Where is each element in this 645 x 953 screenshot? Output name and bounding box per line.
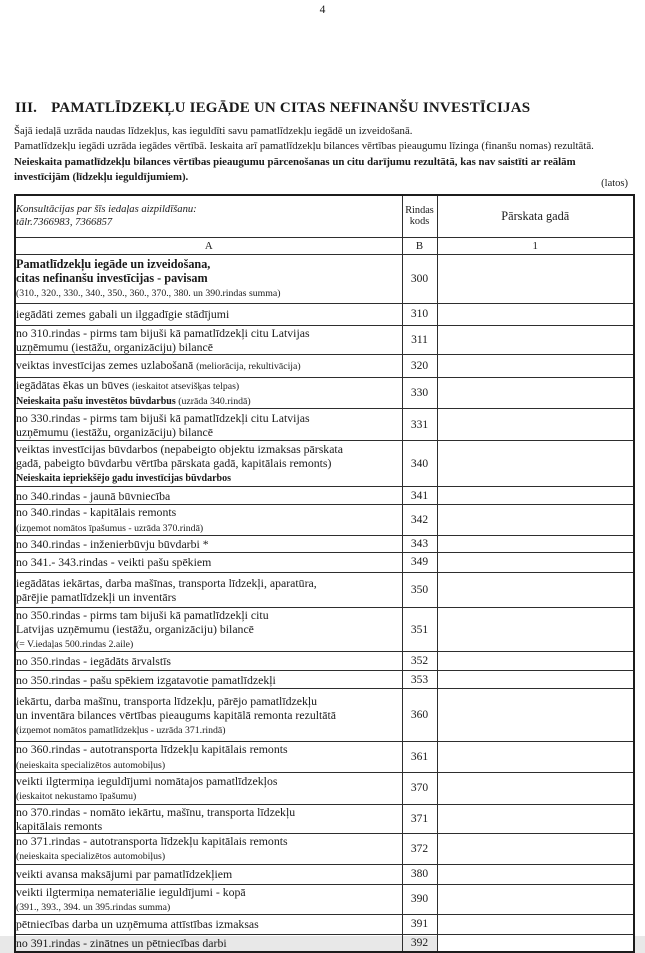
table-row — [15, 441, 634, 487]
column-letter-a: A — [15, 237, 402, 254]
row-code: 350 — [402, 572, 437, 607]
row-label-line: no 341.- 343.rindas - veikti pašu spēkiem — [16, 555, 212, 570]
row-label-line: uzņēmumu (iestāžu, organizāciju) bilancē — [16, 424, 213, 439]
row-code: 341 — [402, 487, 437, 505]
value-cell — [437, 804, 634, 833]
table-row — [15, 914, 634, 934]
row-label-line: no 330.rindas - pirms tam bijuši kā pamatlīdzekļi citu Latvijas — [16, 410, 310, 425]
section-numeral: III. — [15, 100, 38, 116]
value-cell — [437, 652, 634, 671]
row-code: 353 — [402, 671, 437, 689]
row-label — [15, 535, 402, 552]
row-label-line: no 371.rindas - autotransporta līdzekļu kapitālais remonts — [16, 834, 288, 849]
table-header-row — [15, 195, 634, 237]
row-code: 371 — [402, 804, 437, 833]
row-label-line: Latvijas uzņēmumu (iestāžu, organizāciju) bilancē — [16, 621, 254, 636]
row-code: 349 — [402, 552, 437, 572]
table-row — [15, 303, 634, 325]
code-column-header: Rindas kods — [402, 195, 437, 237]
value-column-header: Pārskata gadā — [437, 195, 634, 237]
row-label-line: iegādātas iekārtas, darba mašīnas, transporta līdzekļi, aparatūra, — [16, 575, 317, 590]
row-label — [15, 772, 402, 804]
row-label — [15, 254, 402, 303]
row-label — [15, 325, 402, 354]
table-row — [15, 254, 634, 303]
row-code: 320 — [402, 354, 437, 377]
value-cell — [437, 552, 634, 572]
row-code: 390 — [402, 884, 437, 914]
row-label-line: (= V.iedaļas 500.rindas 2.aile) — [16, 639, 134, 651]
row-label-line: (neieskaita specializētos automobiļus) — [16, 759, 166, 771]
consultation-note-line: Konsultācijas par šīs iedaļas aizpildīšanu: — [16, 204, 197, 216]
row-code: 330 — [402, 377, 437, 408]
value-cell — [437, 354, 634, 377]
table-row — [15, 772, 634, 804]
value-cell — [437, 934, 634, 952]
row-label-line: (izņemot nomātos pamatlīdzekļus - uzrāda 371.rindā) — [16, 724, 226, 736]
value-cell — [437, 864, 634, 884]
row-label — [15, 552, 402, 572]
row-code: 340 — [402, 441, 437, 487]
row-label-line: pētniecības darba un uzņēmuma attīstības izmaksas — [16, 917, 259, 932]
table-row — [15, 607, 634, 652]
value-cell — [437, 572, 634, 607]
row-label-line: gadā, pabeigto būvdarbu vērtība pārskata gadā, kapitālais remonts) — [16, 456, 332, 471]
value-cell — [437, 409, 634, 441]
row-label-line: (neieskaita specializētos automobiļus) — [16, 851, 166, 863]
value-cell — [437, 671, 634, 689]
intro-paragraphs — [14, 124, 632, 186]
value-cell — [437, 377, 634, 408]
row-label — [15, 303, 402, 325]
row-label-line: iegādātas ēkas un būves (ieskaitot atsevišķas telpas) — [16, 377, 240, 392]
row-label-line: no 360.rindas - autotransporta līdzekļu kapitālais remonts — [16, 742, 288, 757]
page-number: 4 — [319, 4, 326, 16]
value-cell — [437, 884, 634, 914]
row-label-line: veikti ilgtermiņa nemateriālie ieguldījumi - kopā — [16, 884, 246, 899]
table-row — [15, 409, 634, 441]
value-cell — [437, 487, 634, 505]
row-label-line: no 340.rindas - kapitālais remonts — [16, 505, 177, 520]
row-label-line: veikti ilgtermiņa ieguldījumi nomātajos pamatlīdzekļos — [16, 773, 278, 788]
row-code: 342 — [402, 505, 437, 535]
row-label — [15, 409, 402, 441]
unit-note: (latos) — [601, 178, 628, 189]
row-code: 370 — [402, 772, 437, 804]
row-label-line: no 350.rindas - pirms tam bijuši kā pamatlīdzekļi citu — [16, 607, 269, 622]
intro-line: Neieskaita pamatlīdzekļu bilances vērtības pieaugumu pārcenošanas un citu darījumu rezultātā, kas nav saistīti ar reālām — [14, 155, 576, 168]
intro-line: investīcijām (līdzekļu ieguldījumiem). — [14, 171, 189, 184]
row-label-line: no 350.rindas - pašu spēkiem izgatavotie pamatlīdzekļi — [16, 672, 276, 687]
row-label — [15, 804, 402, 833]
row-code: 361 — [402, 742, 437, 772]
row-label-line: no 350.rindas - iegādāts ārvalstīs — [16, 654, 171, 669]
row-label-line: (izņemot nomātos īpašumus - uzrāda 370.rindā) — [16, 522, 204, 534]
row-code: 300 — [402, 254, 437, 303]
row-code: 380 — [402, 864, 437, 884]
row-code: 392 — [402, 934, 437, 952]
row-label-line: no 391.rindas - zinātnes un pētniecības darbi — [16, 936, 227, 951]
row-label — [15, 884, 402, 914]
column-letter-b: B — [402, 237, 437, 254]
row-code: 331 — [402, 409, 437, 441]
table-row — [15, 535, 634, 552]
table-row — [15, 354, 634, 377]
row-label-line: uzņēmumu (iestāžu, organizāciju) bilancē — [16, 339, 213, 354]
row-label-line: veiktas investīcijas būvdarbos (nepabeigto objektu izmaksas pārskata — [16, 442, 343, 456]
table-row — [15, 689, 634, 742]
row-label-line: pārējie pamatlīdzekļi un inventārs — [16, 589, 177, 604]
row-label-line: kapitālais remonts — [16, 818, 103, 833]
row-label-line: no 340.rindas - jaunā būvniecība — [16, 488, 171, 503]
row-label-line: Neieskaita pašu investētos būvdarbus (uzrāda 340.rindā) — [16, 396, 251, 408]
row-label-line: (391., 393., 394. un 395.rindas summa) — [16, 901, 171, 913]
row-label — [15, 834, 402, 864]
table-row — [15, 487, 634, 505]
row-label — [15, 377, 402, 408]
row-code: 372 — [402, 834, 437, 864]
row-label-line: Neieskaita iepriekšējo gadu investīcijas būvdarbos — [16, 473, 232, 485]
table-row — [15, 864, 634, 884]
row-label — [15, 487, 402, 505]
row-label-line: (310., 320., 330., 340., 350., 360., 370., 380. un 390.rindas summa) — [16, 288, 281, 300]
table-row — [15, 834, 634, 864]
row-label — [15, 505, 402, 535]
row-label-line: iegādāti zemes gabali un ilggadīgie stādījumi — [16, 306, 230, 321]
value-cell — [437, 914, 634, 934]
row-code: 310 — [402, 303, 437, 325]
row-code: 351 — [402, 607, 437, 652]
row-code: 311 — [402, 325, 437, 354]
row-label — [15, 572, 402, 607]
row-label-line: un inventāra bilances vērtības pieaugums kapitālā remonta rezultātā — [16, 707, 337, 722]
value-cell — [437, 325, 634, 354]
table-row — [15, 742, 634, 772]
table-row — [15, 671, 634, 689]
intro-line: Pamatlīdzekļu iegādi uzrāda iegādes vērtībā. Ieskaita arī pamatlīdzekļu bilances vērtības pieaugumu līzinga (finanšu nomas) rezultātā. — [14, 140, 594, 153]
row-label-line: no 370.rindas - nomāto iekārtu, mašīnu, transporta līdzekļu — [16, 804, 296, 819]
row-label — [15, 689, 402, 742]
row-code: 391 — [402, 914, 437, 934]
table-row — [15, 884, 634, 914]
table-row — [15, 652, 634, 671]
value-cell — [437, 742, 634, 772]
row-label — [15, 441, 402, 487]
table-row — [15, 552, 634, 572]
row-label-line: veiktas investīcijas zemes uzlabošanā (meliorācija, rekultivācija) — [16, 358, 301, 373]
consultation-note-line: tālr.7366983, 7366857 — [16, 217, 113, 229]
row-label-line: (ieskaitot nekustamo īpašumu) — [16, 790, 137, 802]
section-title-text: PAMATLĪDZEKĻU IEGĀDE UN CITAS NEFINANŠU INVESTĪCIJAS — [51, 100, 531, 116]
value-cell — [437, 834, 634, 864]
table-row — [15, 572, 634, 607]
table-row — [15, 934, 634, 952]
consultation-note-cell — [15, 195, 402, 237]
row-label — [15, 354, 402, 377]
row-code: 360 — [402, 689, 437, 742]
value-cell — [437, 772, 634, 804]
value-cell — [437, 254, 634, 303]
row-label — [15, 864, 402, 884]
row-label-line: Pamatlīdzekļu iegāde un izveidošana, — [16, 256, 211, 271]
row-label — [15, 671, 402, 689]
row-label — [15, 607, 402, 652]
intro-line: Šajā iedaļā uzrāda naudas līdzekļus, kas ieguldīti savu pamatlīdzekļu iegādē un izveidošanā. — [14, 125, 413, 137]
value-cell — [437, 689, 634, 742]
row-label-line: no 340.rindas - inženierbūvju būvdarbi * — [16, 536, 209, 551]
row-label-line: no 310.rindas - pirms tam bijuši kā pamatlīdzekļi citu Latvijas — [16, 325, 310, 340]
section-title — [15, 100, 530, 117]
row-label-line: iekārtu, darba mašīnu, transporta līdzekļu, pārējo pamatlīdzekļu — [16, 693, 318, 708]
row-label — [15, 742, 402, 772]
form-table-body — [15, 195, 634, 952]
value-cell — [437, 505, 634, 535]
form-table — [14, 194, 635, 953]
value-cell — [437, 535, 634, 552]
value-cell — [437, 303, 634, 325]
row-label-line: veikti avansa maksājumi par pamatlīdzekļiem — [16, 866, 233, 881]
row-label — [15, 914, 402, 934]
column-letter-1: 1 — [437, 237, 634, 254]
row-code: 343 — [402, 535, 437, 552]
value-cell — [437, 441, 634, 487]
row-label — [15, 652, 402, 671]
table-row — [15, 325, 634, 354]
table-row — [15, 804, 634, 833]
table-row — [15, 377, 634, 408]
table-row — [15, 505, 634, 535]
value-cell — [437, 607, 634, 652]
row-code: 352 — [402, 652, 437, 671]
row-label-line: citas nefinanšu investīcijas - pavisam — [16, 270, 208, 285]
column-letters-row — [15, 237, 634, 254]
row-label — [15, 934, 402, 952]
